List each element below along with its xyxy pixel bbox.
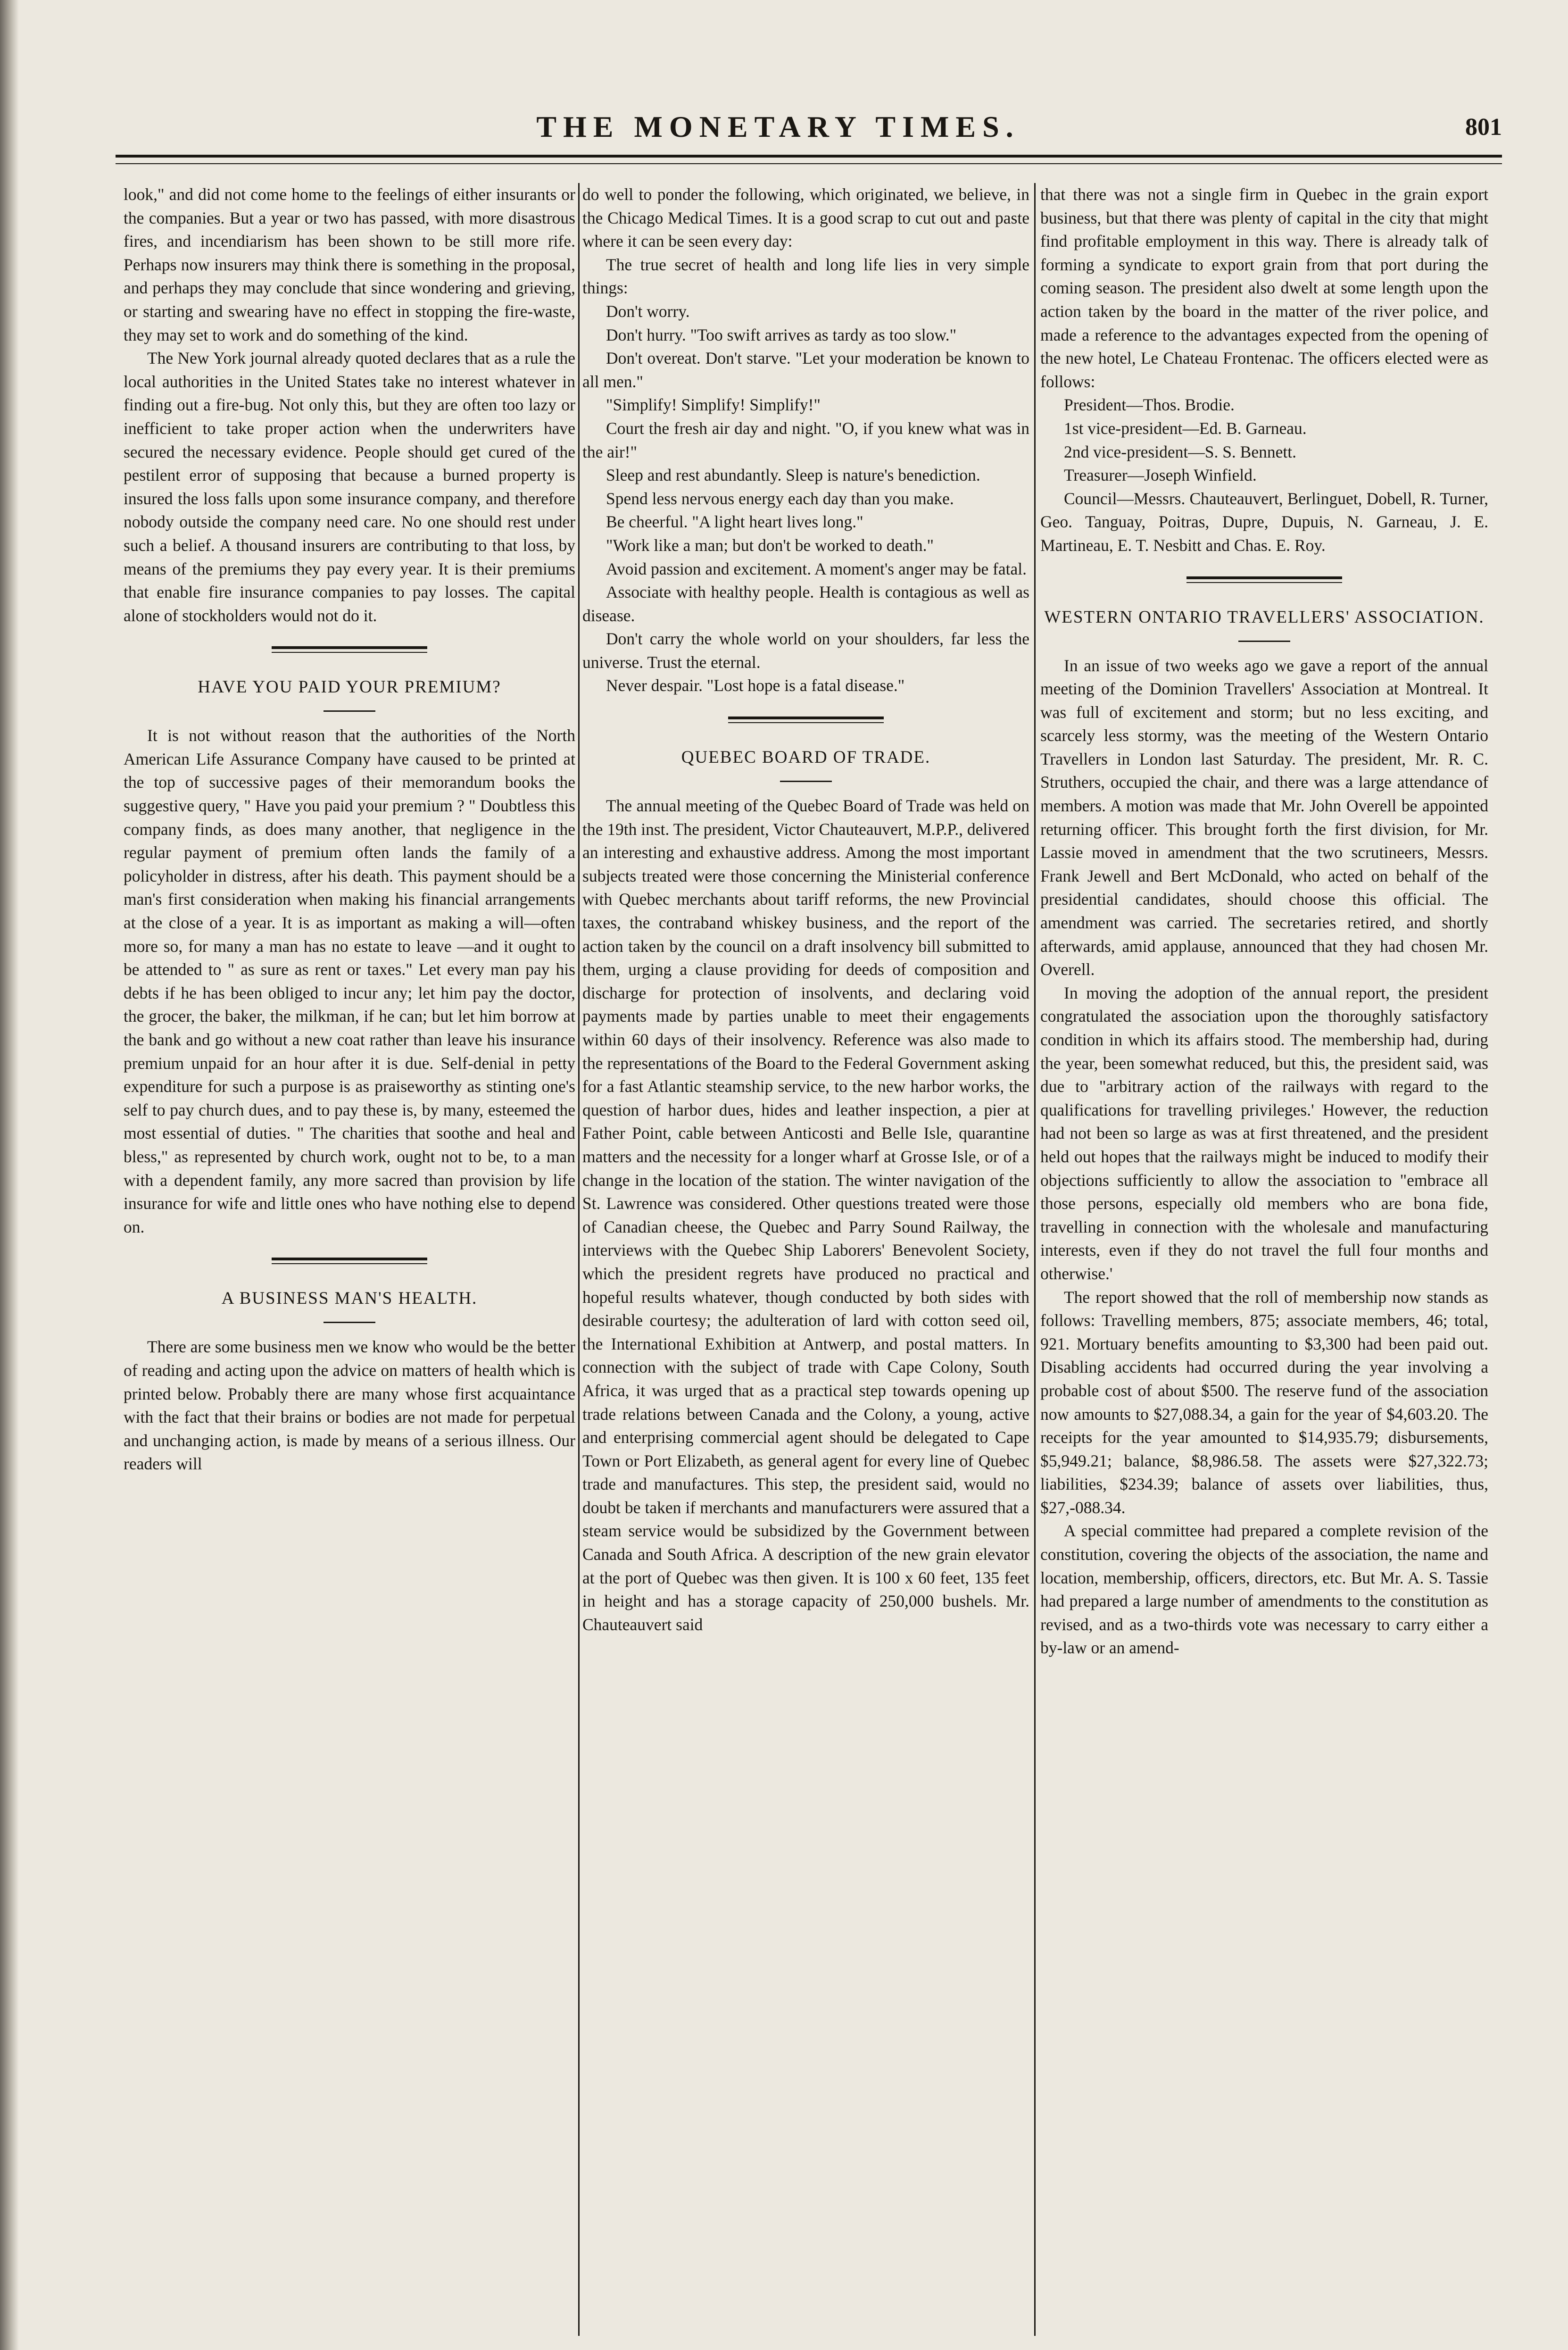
paragraph: A special committee had prepared a complete revision of the constitution, covering the objects of the association, the name and location, membership, officers, directors, etc. But Mr. A. S. Tassie had prepared a large number of amendments to the constitution as revised, and as a two-thirds vote was necessary to carry either a by-law or an amend- xyxy=(1040,1521,1488,1658)
paragraph: The annual meeting of the Quebec Board of Trade was held on the 19th inst. The president, Victor Chauteauvert, M.P.P., delivered an interesting and exhaustive address. Among the most important subjects treated were those concerning the Ministerial conference with Quebec merchants about tariff reforms, the new Provincial taxes, the contraband whiskey business, and the report of the action taken by the council on a draft insolvency bill submitted to them, urging a clause providing for deeds of composition and discharge for protection of insolvents, and declaring void payments made by parties unable to meet their engagements within 60 days of their insolvency. Reference was also made to the representations of the Board to the Federal Government asking for a fast Atlantic steamship service, to the new harbor works, the question of harbor dues, hides and leather inspection, a pier at Father Point, cable between Anticosti and Belle Isle, quarantine matters and the necessity for a longer wharf at Grosse Isle, or of a change in the location of the station. The winter navigation of the St. Lawrence was considered. Other questions treated were those of Canadian cheese, the Quebec and Parry Sound Railway, the interviews with the Quebec Ship Laborers' Benevolent Society, which the president regrets have produced no practical and hopeful results whatever, though conducted by both sides with desirable courtesy; the adulteration of lard with cotton seed oil, the International Exhibition at Antwerp, and postal matters. In connection with the subject of trade with Cape Colony, South Africa, it was urged that as a practical step towards opening up trade relations between Canada and the Colony, a young, active and enterprising commercial agent should be delegated to Cape Town or Port Elizabeth, as general agent for every line of Quebec trade and manufactures. This step, the president said, would no doubt be taken if merchants and manufacturers were assured that a steam service would be subsidized by the Government between Canada and South Africa. A description of the new grain elevator at the port of Quebec was then given. It is 100 x 60 feet, 135 feet in height and has a storage capacity of 250,000 bushels. Mr. Chauteauvert said xyxy=(582,796,1029,1634)
health-tip: Spend less nervous energy each day than you make. xyxy=(606,489,954,508)
heading-rule xyxy=(780,781,832,782)
paragraph: do well to ponder the following, which originated, we believe, in the Chicago Medical Times. It is a good scrap to cut out and paste where it can be seen every day: xyxy=(582,185,1029,251)
newspaper-title: THE MONETARY TIMES. xyxy=(536,110,1020,143)
paragraph: The report showed that the roll of membership now stands as follows: Travelling members, 875; associate members, 46; total, 921. Mortuary benefits amounting to $3,300 had been paid out. Disabling accidents had occurred during the year involving a probable cost of about $500. The reserve fund of the association now amounts to $27,088.34, a gain for the year of $4,603.20. The receipts for the year amounted to $14,935.79; disbursements, $5,949.21; balance, $8,986.58. The assets were $27,322.73; liabilities, $234.39; balance of assets over liabilities, thus, $27,-088.34. xyxy=(1040,1287,1488,1517)
column-1 xyxy=(124,183,575,2331)
paragraph: look," and did not come home to the feelings of either insurants or the companies. But a year or two has passed, with more disastrous fires, and incendiarism has been shown to be still more rife. Perhaps now insurers may think there is something in the proposal, and perhaps they may conclude that since wondering and grieving, or starting and swearing have no effect in stopping the fire-waste, they may set to work and do something of the kind. xyxy=(124,185,575,344)
officer-entry: Treasurer—Joseph Winfield. xyxy=(1064,466,1257,485)
section-divider xyxy=(728,717,884,723)
council-list: Council—Messrs. Chauteauvert, Berlinguet, Dobell, R. Turner, Geo. Tanguay, Poitras, Dupre, Dupuis, N. Garneau, J. E. Martineau, E. T. Nesbitt and Chas. E. Roy. xyxy=(1040,489,1488,555)
officer-entry: 1st vice-president—Ed. B. Garneau. xyxy=(1064,418,1307,438)
masthead xyxy=(0,109,1568,161)
paragraph: In moving the adoption of the annual report, the president congratulated the association upon the thoroughly satisfactory condition in which its affairs stood. The membership had, during the year, been somewhat reduced, but this, the president said, was due to "arbitrary action of the railways with regard to the qualifications for travelling privileges.' However, the reduction had not been so large as was at first threatened, and the president held out hopes that the railways might be induced to modify their objections sufficiently to allow the association to "embrace all those persons, especially old members who are bona fide, travelling in connection with the wholesale and manufacturing interests, even if they do not travel the full four months and otherwise.' xyxy=(1040,983,1488,1283)
health-tip: Don't worry. xyxy=(606,301,690,321)
paragraph: that there was not a single firm in Quebec in the grain export business, but that there was plenty of capital in the city that might find profitable employment in this way. There is already talk of forming a syndicate to export grain from that port during the coming season. The president also dwelt at some length upon the action taken by the board in the matter of the river police, and made a reference to the advantages expected from the opening of the new hotel, Le Chateau Frontenac. The officers elected were as follows: xyxy=(1040,185,1488,391)
health-tip: "Work like a man; but don't be worked to death." xyxy=(606,535,934,555)
health-tip: Avoid passion and excitement. A moment's anger may be fatal. xyxy=(606,559,1027,578)
heading-rule xyxy=(1238,641,1290,642)
page-number: 801 xyxy=(1465,114,1502,141)
paragraph: The true secret of health and long life lies in very simple things: xyxy=(582,255,1029,298)
article-heading: HAVE YOU PAID YOUR PREMIUM? xyxy=(198,677,501,697)
page-edge-shadow xyxy=(0,0,19,2350)
health-tip: Don't hurry. "Too swift arrives as tardy as too slow." xyxy=(606,325,957,344)
paragraph: It is not without reason that the authorities of the North American Life Assurance Company have caused to be printed at the top of successive pages of their memorandum books the suggestive query, " Have you paid your premium ? " Doubtless this company finds, as does many another, that negligence in the regular payment of premium often lands the family of a policyholder in distress, after his death. This payment should be a man's first consideration when making his financial arrangements at the close of a year. It is as important as making a will—often more so, for many a man has no estate to leave —and it ought to be attended to " as sure as rent or taxes." Let every man pay his debts if he has been obliged to incur any; let him pay the doctor, the grocer, the baker, the milkman, if he can; but let him borrow at the bank and go without a new coat rather than leave his insurance premium unpaid for an hour after it is due. Self-denial in petty expenditure for such a purpose is as praiseworthy as stinting one's self to pay church dues, and to pay these is, by many, esteemed the most essential of duties. " The charities that soothe and heal and bless," as represented by church work, ought not to be, to a man with a dependent family, any more sacred than provision by life insurance for wife and little ones who have nothing else to depend on. xyxy=(124,726,575,1236)
health-tip: "Simplify! Simplify! Simplify!" xyxy=(606,395,821,415)
column-3 xyxy=(1040,183,1488,2331)
health-tip: Never despair. "Lost hope is a fatal disease." xyxy=(606,676,905,695)
officer-entry: President—Thos. Brodie. xyxy=(1064,395,1235,415)
heading-rule xyxy=(324,1322,375,1323)
article-heading: QUEBEC BOARD OF TRADE. xyxy=(681,748,931,767)
section-divider xyxy=(272,646,427,653)
heading-rule xyxy=(324,710,375,712)
column-2 xyxy=(582,183,1029,2331)
health-tip: Be cheerful. "A light heart lives long." xyxy=(606,512,863,532)
section-divider xyxy=(1186,576,1342,583)
health-tip: Sleep and rest abundantly. Sleep is nature's benediction. xyxy=(606,466,980,485)
health-tip: Don't overeat. Don't starve. "Let your moderation be known to all men." xyxy=(582,349,1029,391)
article-heading: A BUSINESS MAN'S HEALTH. xyxy=(221,1289,478,1308)
section-divider xyxy=(272,1258,427,1264)
health-tip: Associate with healthy people. Health is contagious as well as disease. xyxy=(582,583,1029,625)
column-rule-2 xyxy=(1034,183,1036,2336)
masthead-rule xyxy=(116,155,1502,164)
paragraph: The New York journal already quoted declares that as a rule the local authorities in the United States take no interest whatever in finding out a fire-bug. Not only this, but they are often too lazy or inefficient to take proper action when the underwriters have secured the necessary evidence. People should get cured of the pestilent error of supposing that because a burned property is insured the loss falls upon some insurance company, and therefore nobody outside the company need care. No one should rest under such a belief. A thousand insurers are contributing to that loss, by means of the premiums they pay every year. It is their premiums that enable fire insurance companies to pay losses. The capital alone of stockholders would not do it. xyxy=(124,349,575,625)
column-rule-1 xyxy=(578,183,580,2336)
health-tip: Court the fresh air day and night. "O, if you knew what was in the air!" xyxy=(582,418,1029,461)
health-tip: Don't carry the whole world on your shoulders, far less the universe. Trust the eternal. xyxy=(582,629,1029,672)
paragraph: There are some business men we know who would be the better of reading and acting upon the advice on matters of health which is printed below. Probably there are many whose first acquaintance with the fact that their brains or bodies are not made for perpetual and unchanging action, is made by means of a serious illness. Our readers will xyxy=(124,1337,575,1474)
paragraph: In an issue of two weeks ago we gave a report of the annual meeting of the Dominion Travellers' Association at Montreal. It was full of excitement and storm; but no less exciting, and scarcely less stormy, was the meeting of the Western Ontario Travellers in London last Saturday. The president, Mr. R. C. Struthers, occupied the chair, and there was a large attendance of members. A motion was made that Mr. John Overell be appointed returning officer. This brought forth the first division, for Mr. Lassie moved in amendment that the two scrutineers, Messrs. Frank Jewell and Bert McDonald, who acted on behalf of the presidential candidates, should choose this official. The amendment was carried. The secretaries retired, and shortly afterwards, amid applause, announced that they had chosen Mr. Overell. xyxy=(1040,656,1488,979)
article-heading: WESTERN ONTARIO TRAVELLERS' ASSOCIATION. xyxy=(1044,607,1485,627)
officer-entry: 2nd vice-president—S. S. Bennett. xyxy=(1064,442,1296,461)
